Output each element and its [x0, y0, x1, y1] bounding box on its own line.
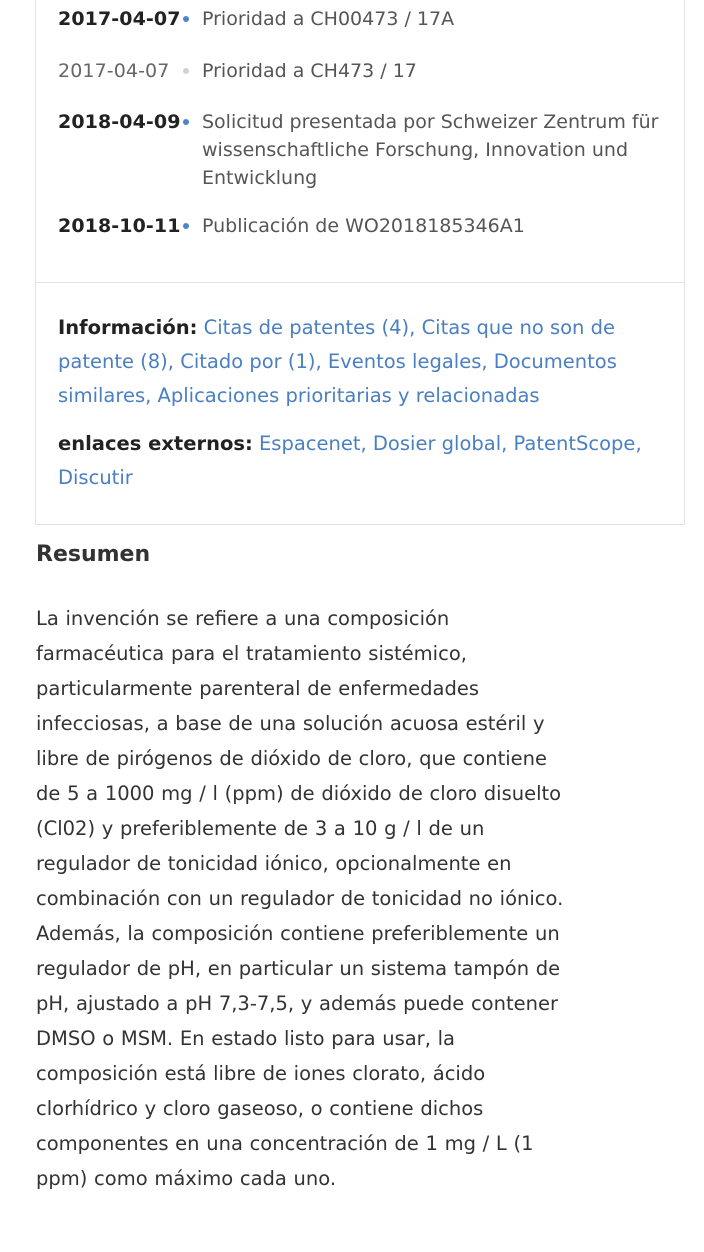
- timeline-event: [58, 212, 664, 240]
- link-patentscope[interactable]: PatentScope: [513, 432, 636, 455]
- events-card: [35, 0, 685, 525]
- link-espacenet[interactable]: Espacenet: [258, 432, 361, 455]
- link-non-patent-citations[interactable]: Citas que no son de patente (8): [58, 316, 615, 373]
- card-divider: [36, 282, 684, 283]
- link-legal-events[interactable]: Eventos legales: [327, 350, 482, 373]
- timeline-dot-icon: [183, 16, 189, 22]
- abstract-text: La invención se refiere a una composición farmacéutica para el tratamiento sistémico, particularmente parenteral de enfermedades infecciosas, a base de una solución acuosa estéril y libre de pirógenos de dióxido de cloro, que contiene de 5 a 1000 mg / l (ppm) de dióxido de cloro disuelto (Cl02) y preferiblemente de 3 a 10 g / l de un regulador de tonicidad iónico, opcionalmente en combinación con un regulador de tonicidad no iónico. Además, la composición contiene preferiblemente un regulador de pH, en particular un sistema tampón de pH, ajustado a pH 7,3-7,5, y además puede contener DMSO o MSM. En estado listo para usar, la composición está libre de iones clorato, ácido clorhídrico y cloro gaseoso, o contiene dichos componentes en una concentración de 1 mg / L (1 ppm) como máximo cada uno.: [36, 607, 564, 1190]
- event-date: 2017-04-07: [58, 60, 170, 82]
- event-date: 2017-04-07: [58, 8, 181, 30]
- link-cited-by[interactable]: Citado por (1): [180, 350, 316, 373]
- timeline-dot-icon: [183, 119, 189, 125]
- event-text: Prioridad a CH473 / 17: [202, 60, 417, 82]
- event-text: Prioridad a CH00473 / 17A: [202, 8, 455, 30]
- event-text: Solicitud presentada por Schweizer Zentrum für wissenschaftliche Forschung, Innovation und Entwicklung: [202, 111, 659, 189]
- event-text: Publicación de WO2018185346A1: [202, 215, 525, 237]
- external-links: enlaces externos: Espacenet, Dosier global, PatentScope, Discutir: [58, 432, 642, 489]
- info-links: Información: Citas de patentes (4), Citas que no son de patente (8), Citado por (1), Eventos legales, Documentos similares, Aplicaciones prioritarias y relacionadas: [58, 316, 617, 407]
- link-global-dossier[interactable]: Dosier global: [372, 432, 502, 455]
- external-links-label: enlaces externos:: [58, 432, 253, 455]
- abstract-title: Resumen: [36, 542, 151, 567]
- timeline-event: [58, 57, 664, 85]
- link-priority-applications[interactable]: Aplicaciones prioritarias y relacionadas: [157, 384, 540, 407]
- link-patent-citations[interactable]: Citas de patentes (4): [203, 316, 410, 339]
- info-label: Información:: [58, 316, 198, 339]
- event-date: 2018-04-09: [58, 111, 181, 133]
- timeline-event: [58, 108, 664, 192]
- timeline-dot-icon: [183, 68, 189, 74]
- timeline-dot-icon: [183, 223, 189, 229]
- link-similar-documents[interactable]: Documentos similares: [58, 350, 617, 407]
- event-date: 2018-10-11: [58, 215, 181, 237]
- timeline-event: [58, 5, 664, 33]
- link-discuss[interactable]: Discutir: [58, 466, 133, 489]
